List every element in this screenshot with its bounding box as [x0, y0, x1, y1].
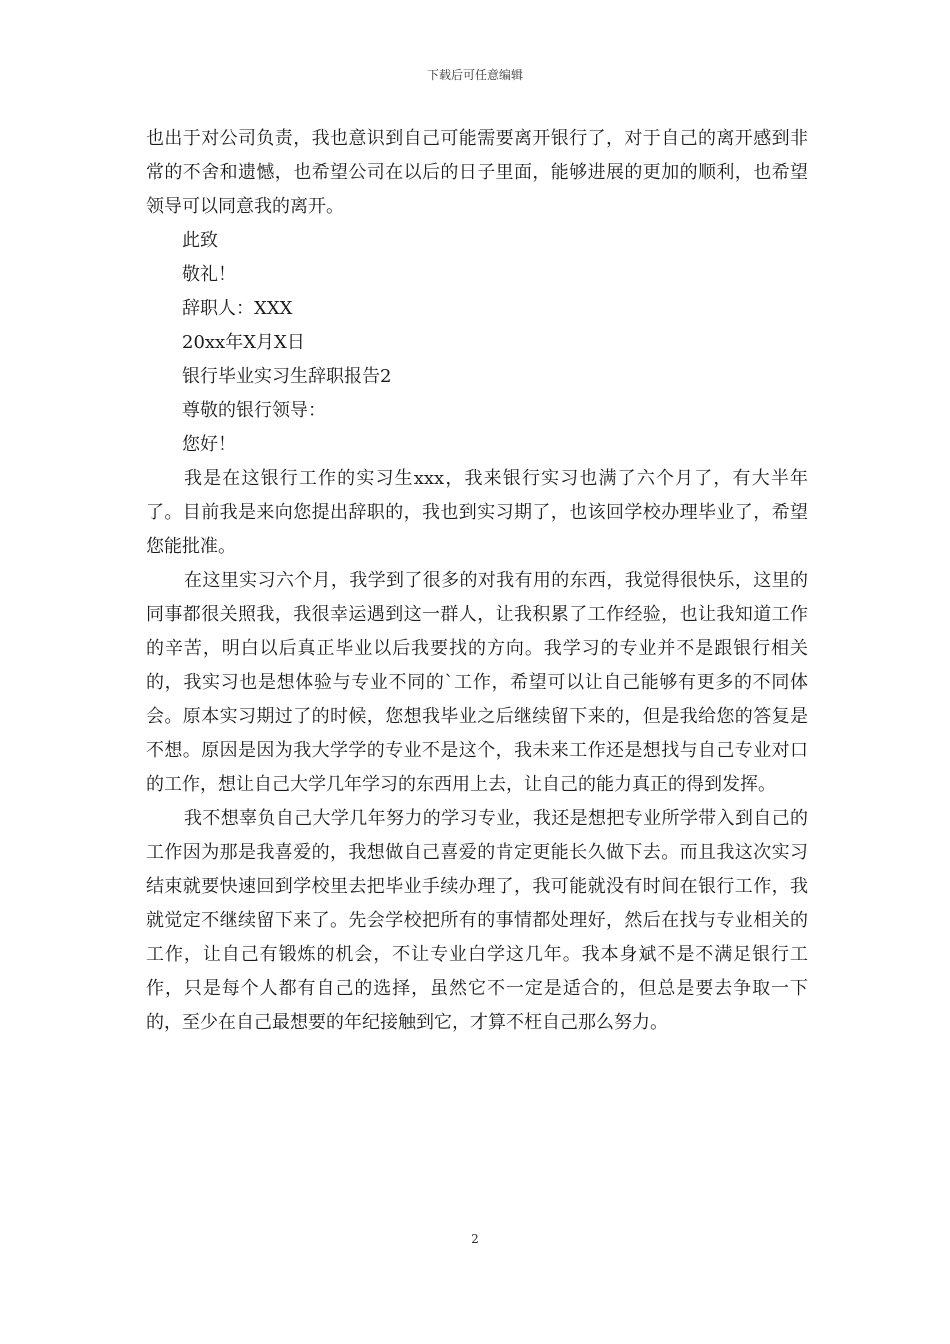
page-header: 下载后可任意编辑 — [426, 68, 523, 82]
paragraph-experience: 在这里实习六个月，我学到了很多的对我有用的东西，我觉得很快乐，这里的同事都很关照我，我很幸运遇到这一群人，让我积累了工作经验，也让我知道工作的辛苦，明白以后真正毕业以后我要找的方向。我学习的专业并不是跟银行相关的，我实习也是想体验与专业不同的`工作，希望可以让自己能够有更多的不同体会。原本实习期过了的时候，您想我毕业之后继续留下来的，但是我给您的答复是不想。原因是因为我大学学的专业不是这个，我未来工作还是想找与自己专业对口的工作，想让自己大学几年学习的东西用上去，让自己的能力真正的得到发挥。 — [146, 570, 808, 795]
document-body — [146, 122, 808, 1040]
paragraph-intro: 我是在这银行工作的实习生xxx，我来银行实习也满了六个月了，有大半年了。目前我是来向您提出辞职的，我也到实习期了，也该回学校办理毕业了，希望您能批准。 — [146, 468, 808, 557]
paragraph-continuation: 也出于对公司负责，我也意识到自己可能需要离开银行了，对于自己的离开感到非常的不舍和遗憾，也希望公司在以后的日子里面，能够进展的更加的顺利，也希望领导可以同意我的离开。 — [146, 128, 808, 217]
page-number: 2 — [471, 1232, 479, 1246]
salutation-line: 尊敬的银行领导： — [182, 400, 326, 421]
greeting-line: 您好！ — [182, 434, 236, 455]
section-title: 银行毕业实习生辞职报告2 — [182, 366, 392, 387]
signer-line: 辞职人：XXX — [182, 298, 293, 319]
closing-line-1: 此致 — [182, 230, 218, 251]
closing-line-2: 敬礼！ — [182, 264, 236, 285]
date-line: 20xx年X月X日 — [182, 332, 305, 353]
paragraph-reason: 我不想辜负自己大学几年努力的学习专业，我还是想把专业所学带入到自己的工作因为那是我喜爱的，我想做自己喜爱的肯定更能长久做下去。而且我这次实习结束就要快速回到学校里去把毕业手续办理了，我可能就没有时间在银行工作，我就觉定不继续留下来了。先会学校把所有的事情都处理好，然后在找与专业相关的工作，让自己有锻炼的机会，不让专业白学这几年。我本身斌不是不满足银行工作，只是每个人都有自己的选择，虽然它不一定是适合的，但总是要去争取一下的，至少在自己最想要的年纪接触到它，才算不枉自己那么努力。 — [146, 808, 808, 1033]
